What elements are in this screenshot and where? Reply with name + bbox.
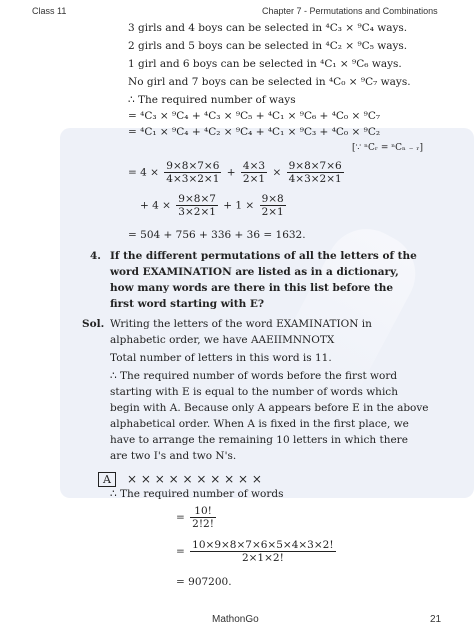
question-text: word EXAMINATION are listed as in a dictionary, [110,266,399,278]
question-text: first word starting with E? [110,298,265,310]
operator: × [272,166,282,179]
denominator: 4×3×2×1 [166,173,220,185]
fraction [176,193,218,218]
solution-text: have to arrange the remaining 10 letters in which there [110,434,408,446]
denominator: 2×1 [242,173,266,185]
fraction [241,160,267,185]
numerator: 4×3 [242,160,266,172]
solution-text: are two I's and two N's. [110,450,237,462]
solution-text: ∴ The required number of words before the first word [110,370,398,382]
denominator: 2×1 [261,206,284,218]
count-eq-1 [176,505,218,530]
letter-arrangement [98,468,262,487]
solution-text: alphabetic order, we have AAEIIMNNOTX [110,334,335,346]
operator: + 1 × [223,199,255,212]
denominator: 3×2×1 [178,206,216,218]
calc-row-1 [128,160,346,185]
numerator: 10! [190,505,216,518]
text-line: 1 girl and 6 boys can be selected in ⁴C₁ × ⁹C₆ ways. [128,58,402,70]
solution-text: ∴ The required number of words [110,488,284,500]
numerator: 9×8×7×6 [288,160,342,172]
question-number: 4. [90,250,101,262]
numerator: 9×8 [261,193,284,205]
header-class: Class 11 [32,6,67,16]
solution-label: Sol. [82,318,105,330]
equals-sign: = [176,545,185,558]
denominator: 2!2! [192,518,214,530]
text-line: 3 girls and 4 boys can be selected in ⁴C₃ × ⁹C₄ ways. [128,22,408,34]
fraction [190,505,216,530]
fraction [164,160,221,185]
numerator: 10×9×8×7×6×5×4×3×2! [192,539,334,551]
equation-line: = ⁴C₃ × ⁹C₄ + ⁴C₃ × ⁹C₅ + ⁴C₁ × ⁹C₆ + ⁴C₀ × ⁹C₇ [128,110,381,122]
calc-result: = 504 + 756 + 336 + 36 = 1632. [128,229,306,241]
header-chapter: Chapter 7 - Permutations and Combinations [262,6,438,16]
numerator: 9×8×7×6 [166,160,220,172]
fraction [260,193,286,218]
calc-prefix: = 4 × [128,166,159,179]
count-eq-2 [176,539,338,564]
empty-slots: × × × × × × × × × × [127,472,262,486]
identity-note: [∵ ⁿCᵣ = ⁿCₙ ₋ ᵣ] [352,143,424,153]
final-answer: = 907200. [176,576,232,588]
text-line: ∴ The required number of ways [128,94,296,106]
numerator: 9×8×7 [178,193,216,205]
text-line: 2 girls and 5 boys can be selected in ⁴C₂ × ⁹C₅ ways. [128,40,408,52]
solution-text: Writing the letters of the word EXAMINATION in [110,318,372,330]
operator: + [226,166,236,179]
fraction [190,539,335,564]
solution-text: alphabetical order. When A is fixed in the first place, we [110,418,409,430]
calc-prefix: + 4 × [140,199,171,212]
question-text: If the different permutations of all the letters of the [110,250,417,262]
solution-text: Total number of letters in this word is 11. [110,352,332,364]
solution-text: begin with A. Because only A appears before E in the above [110,402,429,414]
equals-sign: = [176,511,185,524]
text-line: No girl and 7 boys can be selected in ⁴C₀ × ⁹C₇ ways. [128,76,411,88]
solution-text: starting with E is equal to the number of words which [110,386,398,398]
denominator: 2×1×2! [241,552,284,564]
denominator: 4×3×2×1 [288,173,342,185]
page-number: 21 [430,614,442,625]
footer-brand: MathonGo [212,614,259,625]
calc-row-2 [140,193,288,218]
fixed-letter-box: A [98,472,116,487]
fraction [287,160,344,185]
equation-line: = ⁴C₁ × ⁹C₄ + ⁴C₂ × ⁹C₄ + ⁴C₁ × ⁹C₃ + ⁴C₀ × ⁹C₂ [128,126,381,138]
question-text: how many words are there in this list before the [110,282,394,294]
